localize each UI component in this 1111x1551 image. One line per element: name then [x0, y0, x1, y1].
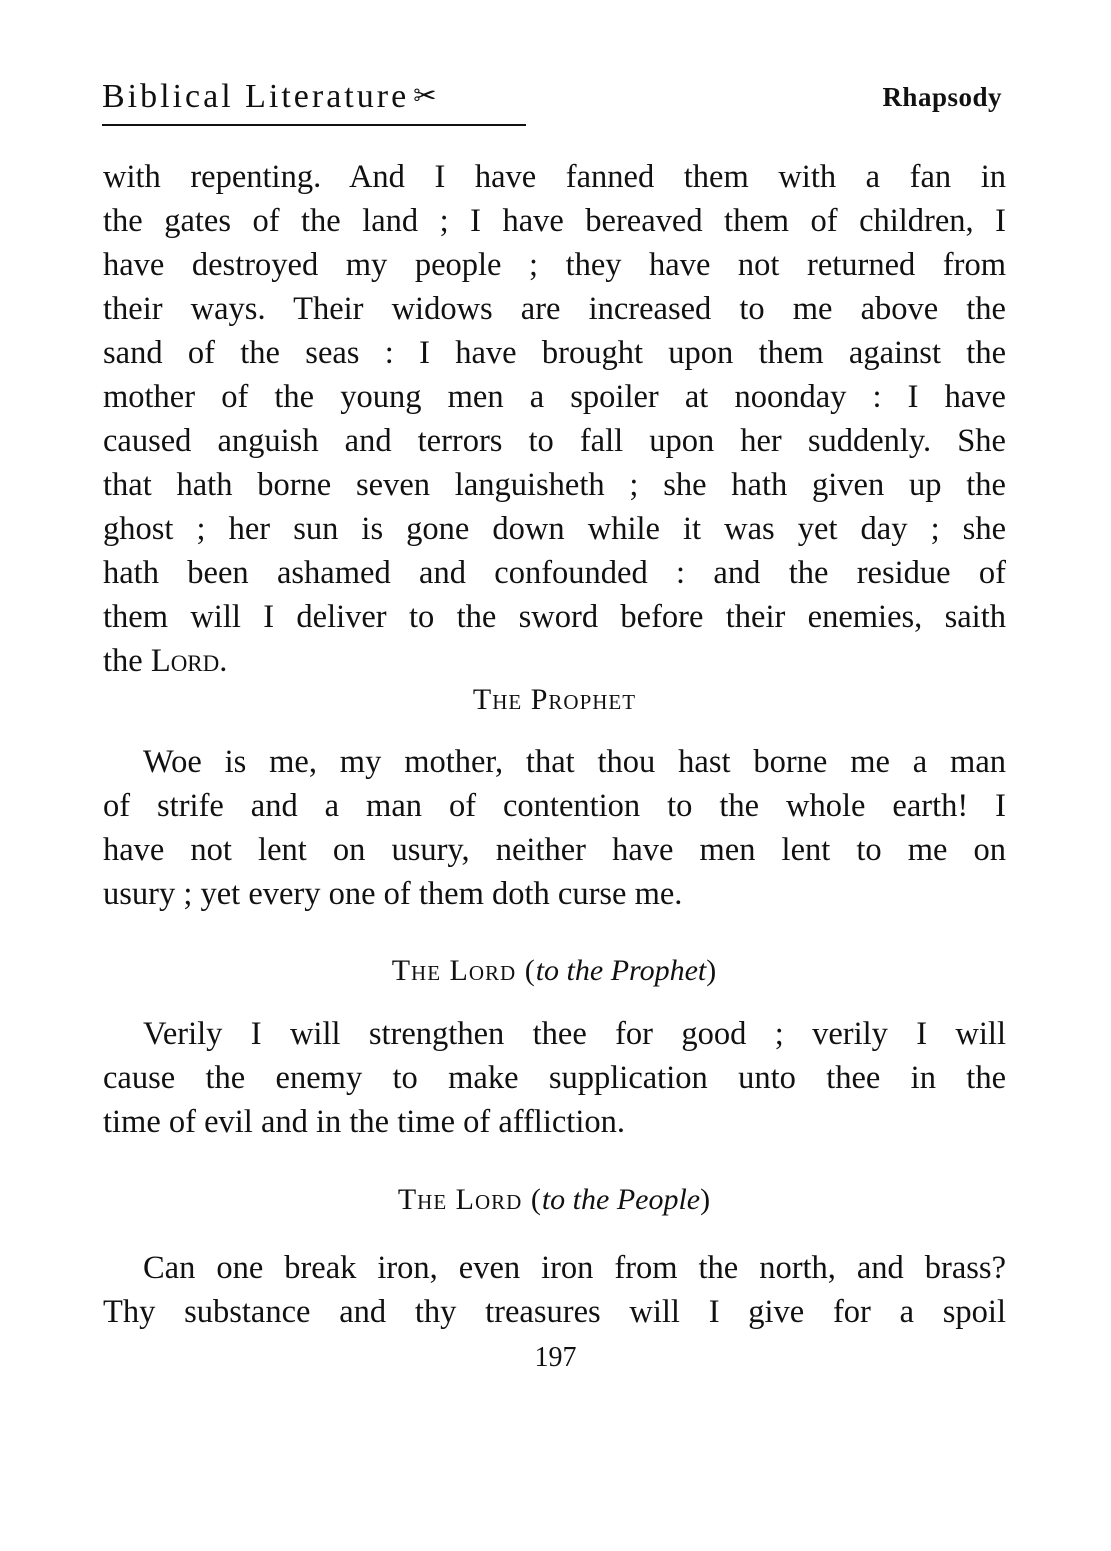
text-line: with repenting. And I have fanned them with a fan in	[103, 159, 1006, 195]
text-line: have not lent on usury, neither have men lent to me on	[103, 832, 1006, 868]
heading-the-prophet: The Prophet	[472, 683, 637, 716]
passage-lord-to-people	[103, 1246, 1006, 1334]
passage-lord-speech	[103, 155, 1006, 683]
passage-prophet-speech	[103, 740, 1006, 916]
text-line: Thy substance and thy treasures will I give for a spoil	[103, 1294, 1006, 1330]
text-line: of strife and a man of contention to the whole earth! I	[103, 788, 1006, 824]
text-line: time of evil and in the time of affliction.	[103, 1104, 625, 1140]
paren-open: (	[516, 954, 536, 987]
text-line: cause the enemy to make supplication unto thee in the	[103, 1060, 1006, 1096]
running-header	[102, 78, 1002, 130]
text-line: ghost ; her sun is gone down while it was yet day ; she	[103, 511, 1006, 547]
paren-close: )	[706, 954, 718, 987]
text-line: sand of the seas : I have brought upon them against the	[103, 335, 1006, 371]
page-number: 197	[534, 1342, 577, 1373]
stage-direction: to the Prophet	[535, 954, 707, 987]
text-line: have destroyed my people ; they have not returned from	[103, 247, 1006, 283]
text-line: mother of the young men a spoiler at noonday : I have	[103, 379, 1006, 415]
header-rule	[102, 124, 526, 126]
text-line	[103, 639, 1006, 683]
text-line: that hath borne seven languisheth ; she hath given up the	[103, 467, 1006, 503]
text-line: them will I deliver to the sword before their enemies, saith	[103, 599, 1006, 635]
text-fragment: .	[219, 643, 228, 679]
heading-lord-to-people	[103, 1183, 1006, 1217]
text-line: Can one break iron, even iron from the north, and brass?	[143, 1250, 1006, 1286]
paren-close: )	[700, 1183, 712, 1216]
lord-small-caps: Lord	[150, 643, 220, 679]
scissors-fleuron-icon: ✂	[413, 81, 437, 112]
section-title: Rhapsody	[882, 82, 1002, 112]
text-line: hath been ashamed and confounded : and the residue of	[103, 555, 1006, 591]
text-line: caused anguish and terrors to fall upon her suddenly. She	[103, 423, 1006, 459]
heading-lord-to-prophet	[103, 954, 1006, 988]
running-title-text: Biblical Literature	[102, 78, 410, 115]
running-title	[102, 78, 437, 116]
passage-lord-to-prophet	[103, 1012, 1006, 1144]
text-line: Woe is me, my mother, that thou hast borne me a man	[143, 744, 1006, 780]
speaker-name: The Lord	[397, 1183, 523, 1216]
stage-direction: to the People	[541, 1183, 701, 1216]
speaker-name: The Lord	[391, 954, 517, 987]
text-line: the gates of the land ; I have bereaved them of children, I	[103, 203, 1006, 239]
text-line: Verily I will strengthen thee for good ; verily I will	[143, 1016, 1006, 1052]
paren-open: (	[522, 1183, 542, 1216]
text-fragment: the	[103, 643, 151, 679]
text-line: their ways. Their widows are increased to me above the	[103, 291, 1006, 327]
text-line: usury ; yet every one of them doth curse me.	[103, 876, 683, 912]
